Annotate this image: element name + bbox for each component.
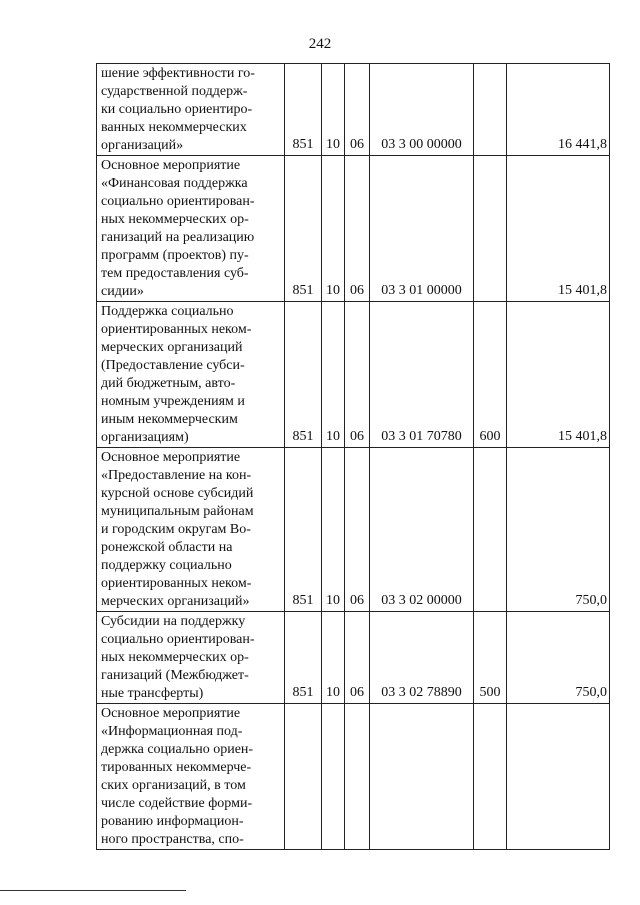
table-row xyxy=(97,448,610,612)
row-name: Поддержка социально ориентированных неком- мерческих организаций (Предоставление субси- дий бюджетным, авто- номным учреждениям и иным некоммерческим организациям) xyxy=(97,302,285,448)
row-sum: 750,0 xyxy=(575,593,607,608)
row-section: 10 xyxy=(326,137,340,152)
row-section: 10 xyxy=(326,593,340,608)
row-subsection xyxy=(345,848,369,849)
table-row xyxy=(97,302,610,448)
row-target xyxy=(370,848,473,849)
row-code xyxy=(285,848,321,849)
row-name: Субсидии на поддержку социально ориентирован- ных некоммерческих ор- ганизаций (Межбюджет- ные трансферты) xyxy=(97,612,285,704)
row-subsection: 06 xyxy=(350,685,364,700)
row-target: 03 3 02 00000 xyxy=(381,593,462,608)
row-type xyxy=(474,848,506,849)
row-target: 03 3 01 70780 xyxy=(381,429,462,444)
row-name: шение эффективности го- сударственной поддерж- ки социально ориентиро- ванных некоммерческих организаций» xyxy=(97,64,285,156)
row-sum xyxy=(507,848,607,849)
row-section: 10 xyxy=(326,283,340,298)
row-subsection: 06 xyxy=(350,429,364,444)
row-section: 10 xyxy=(326,429,340,444)
table-row xyxy=(97,64,610,156)
row-subsection: 06 xyxy=(350,593,364,608)
row-target: 03 3 02 78890 xyxy=(381,685,462,700)
row-name: Основное мероприятие «Финансовая поддержка социально ориентирован- ных некоммерческих ор- ганизаций на реализацию программ (проектов) пу- тем предоставления суб- сидии» xyxy=(97,156,285,302)
table-row xyxy=(97,156,610,302)
row-code: 851 xyxy=(292,137,314,152)
page-number: 242 xyxy=(308,36,332,52)
row-sum: 16 441,8 xyxy=(558,137,607,152)
row-target: 03 3 01 00000 xyxy=(381,283,462,298)
row-code: 851 xyxy=(292,429,314,444)
table-row xyxy=(97,704,610,850)
row-section xyxy=(322,848,344,849)
row-target: 03 3 00 00000 xyxy=(381,137,462,152)
row-type: 500 xyxy=(479,685,501,700)
row-sum: 750,0 xyxy=(575,685,607,700)
budget-table xyxy=(96,63,610,850)
row-type: 600 xyxy=(479,429,501,444)
row-name: Основное мероприятие «Предоставление на кон- курсной основе субсидий муниципальным районам и городским округам Во- ронежской области на поддержку социально ориентированных неком- мерческих организаций» xyxy=(97,448,285,612)
row-subsection: 06 xyxy=(350,137,364,152)
row-code: 851 xyxy=(292,593,314,608)
row-code: 851 xyxy=(292,283,314,298)
row-sum: 15 401,8 xyxy=(558,283,607,298)
footer-rule xyxy=(0,890,186,891)
row-section: 10 xyxy=(326,685,340,700)
row-code: 851 xyxy=(292,685,314,700)
row-sum: 15 401,8 xyxy=(558,429,607,444)
table-row xyxy=(97,612,610,704)
row-subsection: 06 xyxy=(350,283,364,298)
row-name: Основное мероприятие «Информационная под- держка социально ориен- тированных некоммерче- ских организаций, в том числе содействие форми- рованию информацион- ного пространства, спо- xyxy=(97,704,285,850)
